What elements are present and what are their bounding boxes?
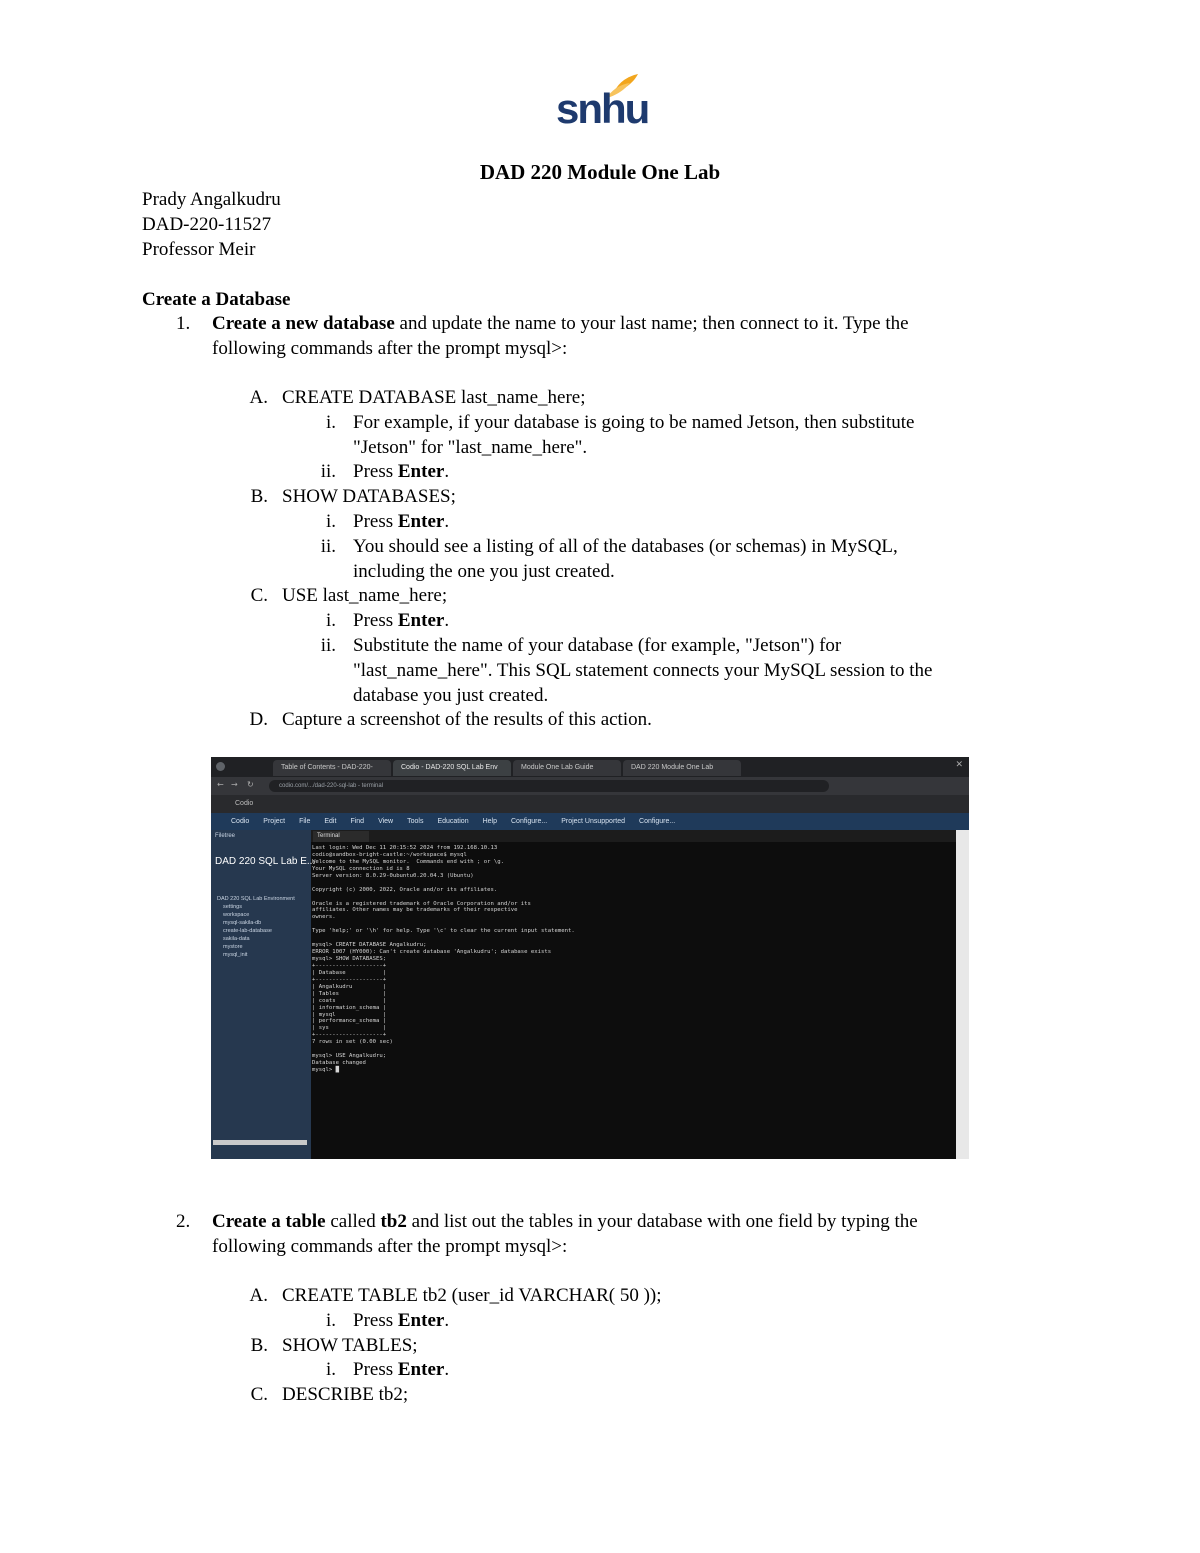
list-item: SHOW DATABASES; bbox=[282, 486, 456, 508]
terminal-tab-bar bbox=[311, 830, 956, 842]
list-item: including the one you just created. bbox=[353, 560, 615, 582]
list-item bbox=[353, 459, 449, 484]
section-heading: Create a Database bbox=[142, 289, 291, 310]
menu-item: Project Unsupported bbox=[561, 818, 626, 825]
terminal-line: mysql> █ bbox=[312, 1067, 339, 1073]
list-item bbox=[353, 509, 449, 534]
sidebar-item: mysql_init bbox=[223, 952, 248, 958]
list-item: CREATE TABLE tb2 (user_id VARCHAR( 50 )); bbox=[282, 1285, 662, 1306]
list-item: You should see a listing of all of the databases (or schemas) in MySQL, bbox=[353, 535, 898, 557]
list-item-text: Press bbox=[353, 511, 398, 532]
sidebar-item: workspace bbox=[223, 912, 250, 918]
step-number: 2. bbox=[176, 1211, 191, 1232]
list-item: For example, if your database is going to be named Jetson, then substitute bbox=[353, 411, 915, 433]
terminal-line: +--------------------+ bbox=[312, 976, 387, 983]
terminal-tab: Terminal bbox=[313, 831, 369, 842]
list-item-text: . bbox=[444, 610, 450, 632]
list-marker: ii. bbox=[320, 635, 336, 656]
enter-key-label: Enter bbox=[397, 511, 445, 532]
list-marker: i. bbox=[325, 1309, 336, 1331]
terminal-screenshot bbox=[211, 757, 969, 1159]
snhu-logo bbox=[556, 74, 649, 134]
list-marker: i. bbox=[325, 610, 336, 632]
back-icon: ← bbox=[217, 780, 224, 789]
menu-item: View bbox=[378, 818, 394, 825]
author-name: Prady Angalkudru bbox=[142, 189, 281, 210]
list-item: SHOW TABLES; bbox=[282, 1334, 418, 1356]
browser-tab: Table of Contents - DAD-220- bbox=[273, 760, 391, 776]
step-1-rest: and update the name to your last name; then connect to it. Type the bbox=[394, 313, 909, 334]
list-marker: ii. bbox=[320, 461, 336, 483]
browser-tab: DAD 220 Module One Lab bbox=[623, 760, 741, 776]
step-1-line2: following commands after the prompt mysql>: bbox=[212, 338, 568, 359]
list-item-text: Press bbox=[353, 461, 398, 483]
sidebar-item: settings bbox=[223, 904, 242, 910]
step-2-rest: and list out the tables in your database with one field by typing the bbox=[406, 1211, 918, 1232]
sidebar-item: DAD 220 SQL Lab Environment bbox=[217, 896, 295, 902]
list-marker: ii. bbox=[320, 535, 336, 557]
close-icon: ✕ bbox=[955, 760, 963, 770]
terminal-line: | information_schema | bbox=[312, 1004, 387, 1011]
terminal-line: Last login: Wed Dec 11 20:15:52 2024 from 192.168.10.13 bbox=[312, 845, 498, 851]
list-item-text: . bbox=[444, 1359, 450, 1381]
sidebar-project-title: DAD 220 SQL Lab E... bbox=[215, 856, 316, 867]
list-item-text: . bbox=[444, 461, 450, 483]
forward-icon: → bbox=[231, 780, 238, 789]
browser-tab-bar bbox=[211, 757, 969, 777]
terminal-line bbox=[312, 880, 952, 887]
menu-item: Codio bbox=[231, 818, 250, 825]
browser-url-bar bbox=[211, 777, 969, 795]
list-item: USE last_name_here; bbox=[282, 585, 448, 607]
terminal-line: Server version: 8.0.29-0ubuntu0.20.04.3 (Ubuntu) bbox=[312, 872, 474, 879]
list-marker: A. bbox=[249, 1285, 268, 1306]
list-item: DESCRIBE tb2; bbox=[282, 1384, 409, 1406]
logo-wordmark: snhu bbox=[556, 85, 649, 132]
bookmarks-bar: Codio bbox=[211, 795, 969, 813]
file-tree-sidebar bbox=[211, 830, 316, 1159]
step-1-bold: Create a new database bbox=[212, 313, 395, 334]
step-2-line2: following commands after the prompt mysql>: bbox=[212, 1236, 568, 1257]
menu-item: Configure... bbox=[511, 818, 548, 825]
browser-tab: Codio - DAD-220 SQL Lab Env bbox=[393, 760, 511, 776]
list-item-text: Press bbox=[353, 610, 398, 632]
terminal-line: Database changed bbox=[312, 1060, 366, 1067]
terminal-line: mysql> CREATE DATABASE Angalkudru; bbox=[312, 942, 427, 949]
list-item-text: . bbox=[444, 1309, 450, 1331]
list-marker: i. bbox=[325, 511, 336, 532]
terminal-line bbox=[312, 921, 952, 928]
table-name: tb2 bbox=[380, 1211, 407, 1232]
step-number: 1. bbox=[176, 313, 191, 334]
terminal-line: mysql> USE Angalkudru; bbox=[312, 1053, 387, 1060]
terminal-line: +--------------------+ bbox=[312, 1032, 387, 1039]
menu-item: Help bbox=[482, 818, 497, 825]
window-menu-icon bbox=[216, 762, 225, 771]
terminal-line: | performance_schema | bbox=[312, 1018, 387, 1025]
terminal-line bbox=[312, 935, 952, 942]
step-2-bold: Create a table bbox=[212, 1211, 326, 1232]
sidebar-item: mystore bbox=[223, 944, 243, 950]
terminal-line: 7 rows in set (0.00 sec) bbox=[312, 1039, 393, 1046]
step-2-text: called bbox=[325, 1211, 381, 1232]
enter-key-label: Enter bbox=[397, 1309, 445, 1331]
terminal-line: +--------------------+ bbox=[312, 962, 387, 969]
terminal-line: Type 'help;' or '\h' for help. Type '\c' to clear the current input statement. bbox=[312, 928, 575, 935]
terminal-line: codio@sandbox-bright-castle:~/workspace$ mysql bbox=[312, 851, 467, 858]
list-item: "Jetson" for "last_name_here". bbox=[353, 436, 588, 458]
terminal-line: Your MySQL connection id is 8 bbox=[312, 865, 410, 872]
terminal-line: owners. bbox=[312, 914, 336, 921]
codio-menu-bar bbox=[211, 813, 969, 830]
enter-key-label: Enter bbox=[397, 1359, 445, 1381]
list-item bbox=[353, 1308, 449, 1333]
professor-name: Professor Meir bbox=[142, 239, 256, 260]
list-item: Substitute the name of your database (for example, "Jetson") for bbox=[353, 635, 842, 656]
list-marker: i. bbox=[325, 1359, 336, 1381]
terminal-line: ERROR 1007 (HY000): Can't create database 'Angalkudru'; database exists bbox=[312, 949, 552, 956]
step-2-instruction bbox=[212, 1209, 918, 1234]
list-item bbox=[353, 1357, 449, 1382]
terminal-line: | sys | bbox=[312, 1025, 387, 1032]
terminal-line: | Tables | bbox=[312, 990, 387, 997]
menu-item: Education bbox=[437, 818, 469, 825]
menu-item: File bbox=[299, 818, 311, 825]
reload-icon: ↻ bbox=[247, 780, 254, 789]
list-marker: C. bbox=[250, 585, 268, 607]
list-item-text: . bbox=[444, 511, 450, 532]
list-item: CREATE DATABASE last_name_here; bbox=[282, 387, 586, 408]
enter-key-label: Enter bbox=[397, 610, 445, 632]
terminal-line: Copyright (c) 2000, 2022, Oracle and/or its affiliates. bbox=[312, 886, 498, 893]
sidebar-header: Filetree bbox=[215, 833, 236, 839]
list-marker: B. bbox=[250, 1334, 268, 1356]
terminal-line bbox=[312, 894, 952, 901]
list-marker: A. bbox=[249, 387, 268, 408]
list-item bbox=[353, 608, 449, 633]
terminal-line: Oracle is a registered trademark of Oracle Corporation and/or its bbox=[312, 900, 531, 907]
terminal-line: | mysql | bbox=[312, 1011, 387, 1018]
list-marker: D. bbox=[249, 709, 268, 731]
menu-item: Find bbox=[350, 818, 365, 825]
sidebar-item: sakila-data bbox=[223, 936, 250, 942]
menu-item: Edit bbox=[324, 818, 337, 825]
enter-key-label: Enter bbox=[397, 461, 445, 483]
sidebar-item: mysql-sakila-db bbox=[223, 920, 262, 926]
url-text: codio.com/.../dad-220-sql-lab - terminal bbox=[269, 780, 829, 792]
list-item-text: Press bbox=[353, 1309, 398, 1331]
list-marker: i. bbox=[325, 411, 336, 433]
page-scrollbar bbox=[956, 830, 969, 1159]
menu-item: Project bbox=[263, 818, 286, 825]
terminal-line: | Database | bbox=[312, 969, 387, 976]
menu-item: Tools bbox=[407, 818, 424, 825]
course-code: DAD-220-11527 bbox=[142, 214, 272, 235]
document-title: DAD 220 Module One Lab bbox=[479, 160, 721, 184]
menu-item: Configure... bbox=[639, 818, 676, 825]
terminal-line: affiliates. Other names may be trademarks of their respective bbox=[312, 907, 518, 914]
list-item-text: Press bbox=[353, 1359, 398, 1381]
terminal-line: | Angalkudru | bbox=[312, 983, 387, 990]
terminal-line: Welcome to the MySQL monitor. Commands end with ; or \g. bbox=[312, 858, 504, 865]
step-1-instruction bbox=[212, 311, 909, 336]
terminal-line: mysql> SHOW DATABASES; bbox=[312, 956, 387, 962]
terminal-line: | coats | bbox=[312, 997, 387, 1004]
sidebar-item: create-lab-database bbox=[223, 928, 272, 934]
sidebar-scrollbar bbox=[213, 1140, 307, 1145]
terminal-output bbox=[312, 845, 952, 1074]
list-marker: B. bbox=[250, 486, 268, 508]
browser-tab: Module One Lab Guide bbox=[513, 760, 621, 776]
list-item: "last_name_here". This SQL statement connects your MySQL session to the bbox=[353, 659, 933, 681]
list-item: database you just created. bbox=[353, 684, 549, 706]
list-item: Capture a screenshot of the results of this action. bbox=[282, 709, 652, 731]
list-marker: C. bbox=[250, 1384, 268, 1406]
terminal-line bbox=[312, 1046, 952, 1053]
